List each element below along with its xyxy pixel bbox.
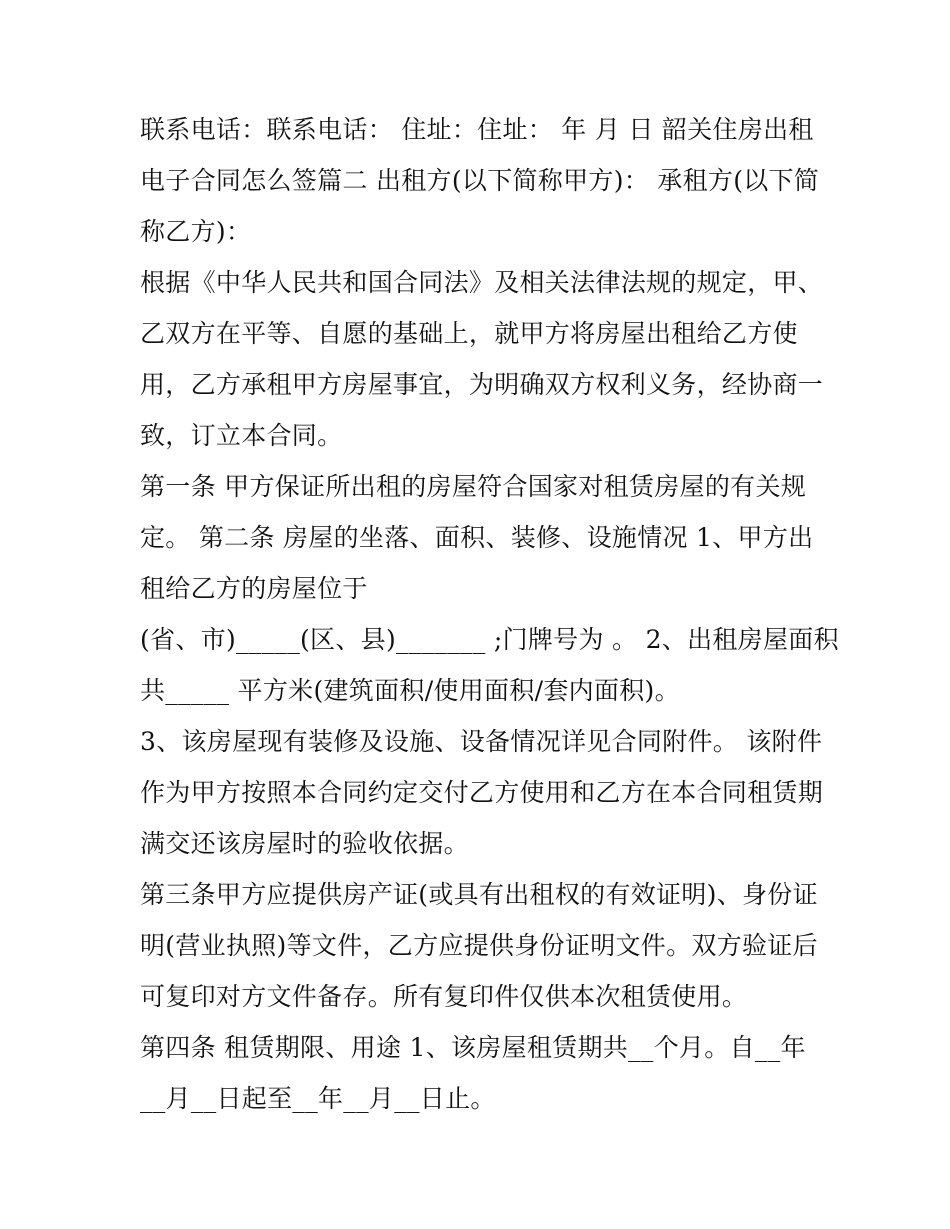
text-line: __月__日起至__年__月__日止。 xyxy=(140,1084,496,1113)
text-line: 定。 第二条 房屋的坐落、面积、装修、设施情况 1、甲方出 xyxy=(140,523,814,552)
text-line: 致，订立本合同。 xyxy=(140,421,343,450)
text-line: 3、该房屋现有装修及设施、设备情况详见合同附件。 该附件 xyxy=(140,727,823,756)
text-line: 根据《中华人民共和国合同法》及相关法律法规的规定，甲、 xyxy=(140,268,824,297)
text-line: 可复印对方文件备存。所有复印件仅供本次租赁使用。 xyxy=(140,982,748,1011)
text-line: 电子合同怎么签篇二 出租方(以下简称甲方)： 承租方(以下简 xyxy=(140,166,820,195)
text-line: 联系电话：联系电话： 住址：住址： 年 月 日 韶关住房出租 xyxy=(140,115,814,144)
text-line: (省、市)_____(区、县)_______ ;门牌号为 。 2、出租房屋面积 xyxy=(140,625,839,654)
text-line: 第四条 租赁期限、用途 1、该房屋租赁期共__个月。自__年 xyxy=(140,1033,806,1062)
text-line: 共_____ 平方米(建筑面积/使用面积/套内面积)。 xyxy=(140,676,680,705)
text-line: 第一条 甲方保证所出租的房屋符合国家对租赁房屋的有关规 xyxy=(140,472,807,501)
text-line: 租给乙方的房屋位于 xyxy=(140,574,368,603)
text-line: 用，乙方承租甲方房屋事宜，为明确双方权利义务，经协商一 xyxy=(140,370,824,399)
text-line: 称乙方)： xyxy=(140,217,252,246)
text-line: 满交还该房屋时的验收依据。 xyxy=(140,829,469,858)
text-line: 第三条甲方应提供房产证(或具有出租权的有效证明)、身份证 xyxy=(140,880,818,909)
text-line: 乙双方在平等、自愿的基础上，就甲方将房屋出租给乙方使 xyxy=(140,319,798,348)
text-line: 作为甲方按照本合同约定交付乙方使用和乙方在本合同租赁期 xyxy=(140,778,824,807)
text-line: 明(营业执照)等文件，乙方应提供身份证明文件。双方验证后 xyxy=(140,931,818,960)
